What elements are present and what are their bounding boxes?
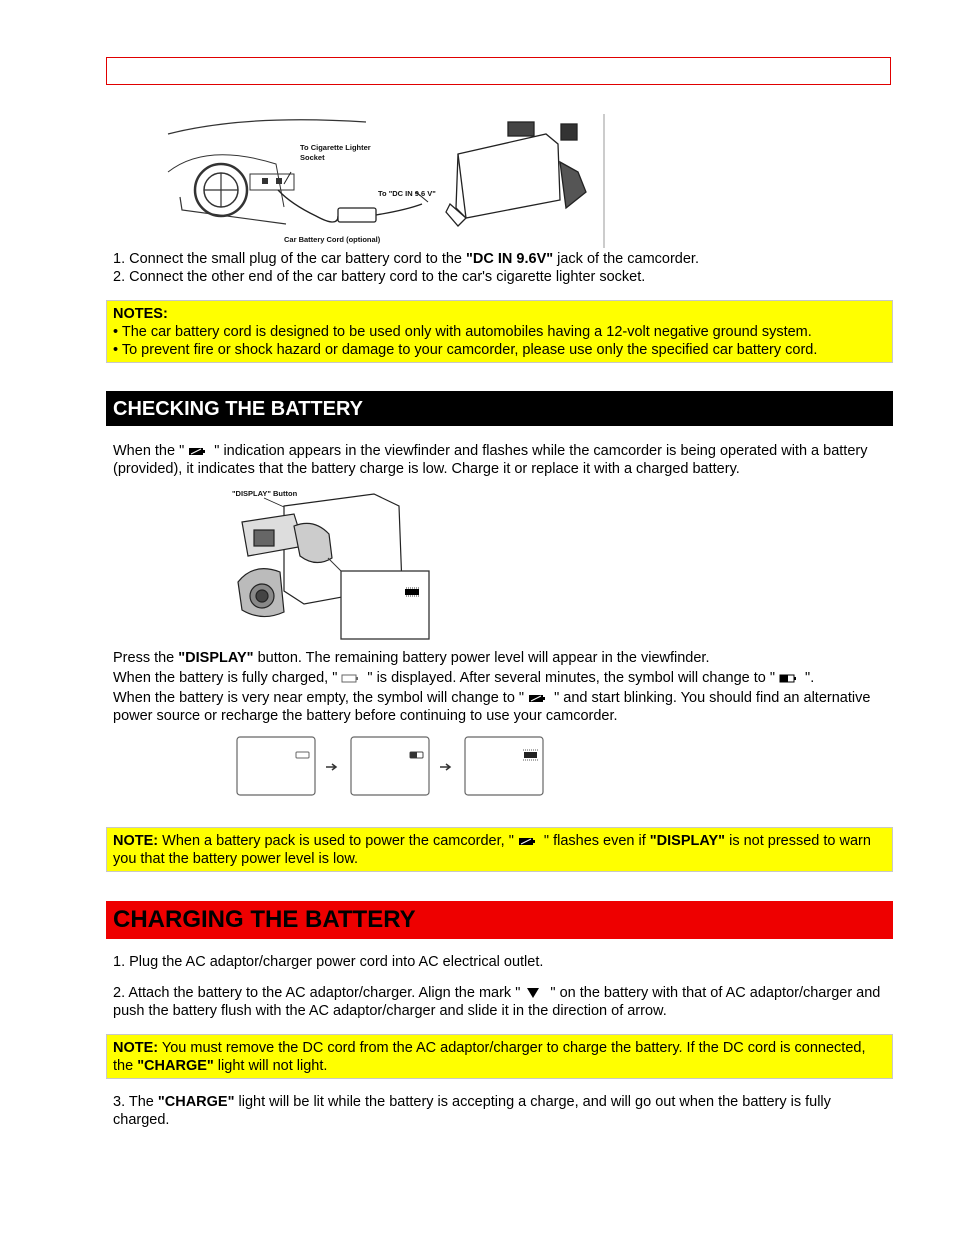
low-battery-note-box: NOTE: When a battery pack is used to power the camcorder, " " flashes even if "DISPLAY" is not pressed to warn you that the battery power level is low. — [106, 827, 893, 872]
battery-level-sequence — [234, 735, 546, 799]
label-car-battery-cord: Car Battery Cord (optional) — [284, 235, 381, 244]
viewfinder-full — [237, 737, 315, 795]
arrow-right-icon — [326, 764, 336, 770]
arrow-right-icon — [440, 764, 450, 770]
checking-battery-heading: CHECKING THE BATTERY — [106, 391, 893, 426]
header-frame — [106, 57, 891, 85]
dc-cord-note-box: NOTE: You must remove the DC cord from the AC adaptor/charger to charge the battery. If the DC cord is connected, the "CHARGE" light will not light. — [106, 1034, 893, 1079]
car-notes-box — [106, 300, 893, 363]
charging-battery-heading: CHARGING THE BATTERY — [106, 901, 893, 939]
press-display-paragraph: Press the "DISPLAY" button. The remaining battery power level will appear in the viewfinder. — [113, 650, 710, 666]
battery-half-icon — [779, 674, 797, 683]
label-dc-in: To "DC IN 9.6 V" — [378, 189, 436, 198]
triangle-mark-icon — [526, 986, 540, 1000]
display-button-illustration — [224, 486, 434, 642]
battery-low-icon — [518, 837, 536, 846]
car-battery-cord-illustration — [166, 112, 606, 248]
charging-step-2: 2. Attach the battery to the AC adaptor/charger. Align the mark " " on the battery with that of AC adaptor/charger and push the battery flush with the AC adaptor/charger and slide it in the direction of arrow. — [113, 985, 881, 1019]
battery-empty-icon — [528, 694, 546, 703]
notes-title: NOTES: — [113, 306, 168, 322]
label-cigarette-lighter: To Cigarette Lighter — [300, 143, 371, 152]
car-step-2: 2. Connect the other end of the car battery cord to the car's cigarette lighter socket. — [113, 269, 646, 285]
car-step-1: 1. Connect the small plug of the car battery cord to the "DC IN 9.6V" jack of the camcorder. — [113, 251, 699, 267]
display-button-label: "DISPLAY" Button — [232, 489, 298, 498]
viewfinder-empty — [465, 737, 543, 795]
battery-low-icon — [188, 447, 206, 456]
charging-step-3: 3. The "CHARGE" light will be lit while the battery is accepting a charge, and will go out when the battery is fully charged. — [113, 1094, 831, 1128]
viewfinder-half — [351, 737, 429, 795]
label-socket: Socket — [300, 153, 325, 162]
note-item: • The car battery cord is designed to be used only with automobiles having a 12-volt negative ground system. — [113, 324, 812, 340]
charging-step-1: 1. Plug the AC adaptor/charger power cord into AC electrical outlet. — [113, 954, 544, 970]
fully-charged-paragraph: When the battery is fully charged, " " is displayed. After several minutes, the symbol will change to " ". — [113, 670, 815, 686]
near-empty-paragraph: When the battery is very near empty, the symbol will change to " " and start blinking. You should find an alternative power source or recharge the battery before continuing to use your camcorder. — [113, 690, 871, 724]
note-item: • To prevent fire or shock hazard or damage to your camcorder, please use only the specified car battery cord. — [113, 342, 818, 358]
checking-intro-paragraph: When the " " indication appears in the viewfinder and flashes while the camcorder is being operated with a battery (provided), it indicates that the battery charge is low. Charge it or replace it with a charged battery. — [113, 443, 868, 477]
battery-full-icon — [341, 674, 359, 683]
